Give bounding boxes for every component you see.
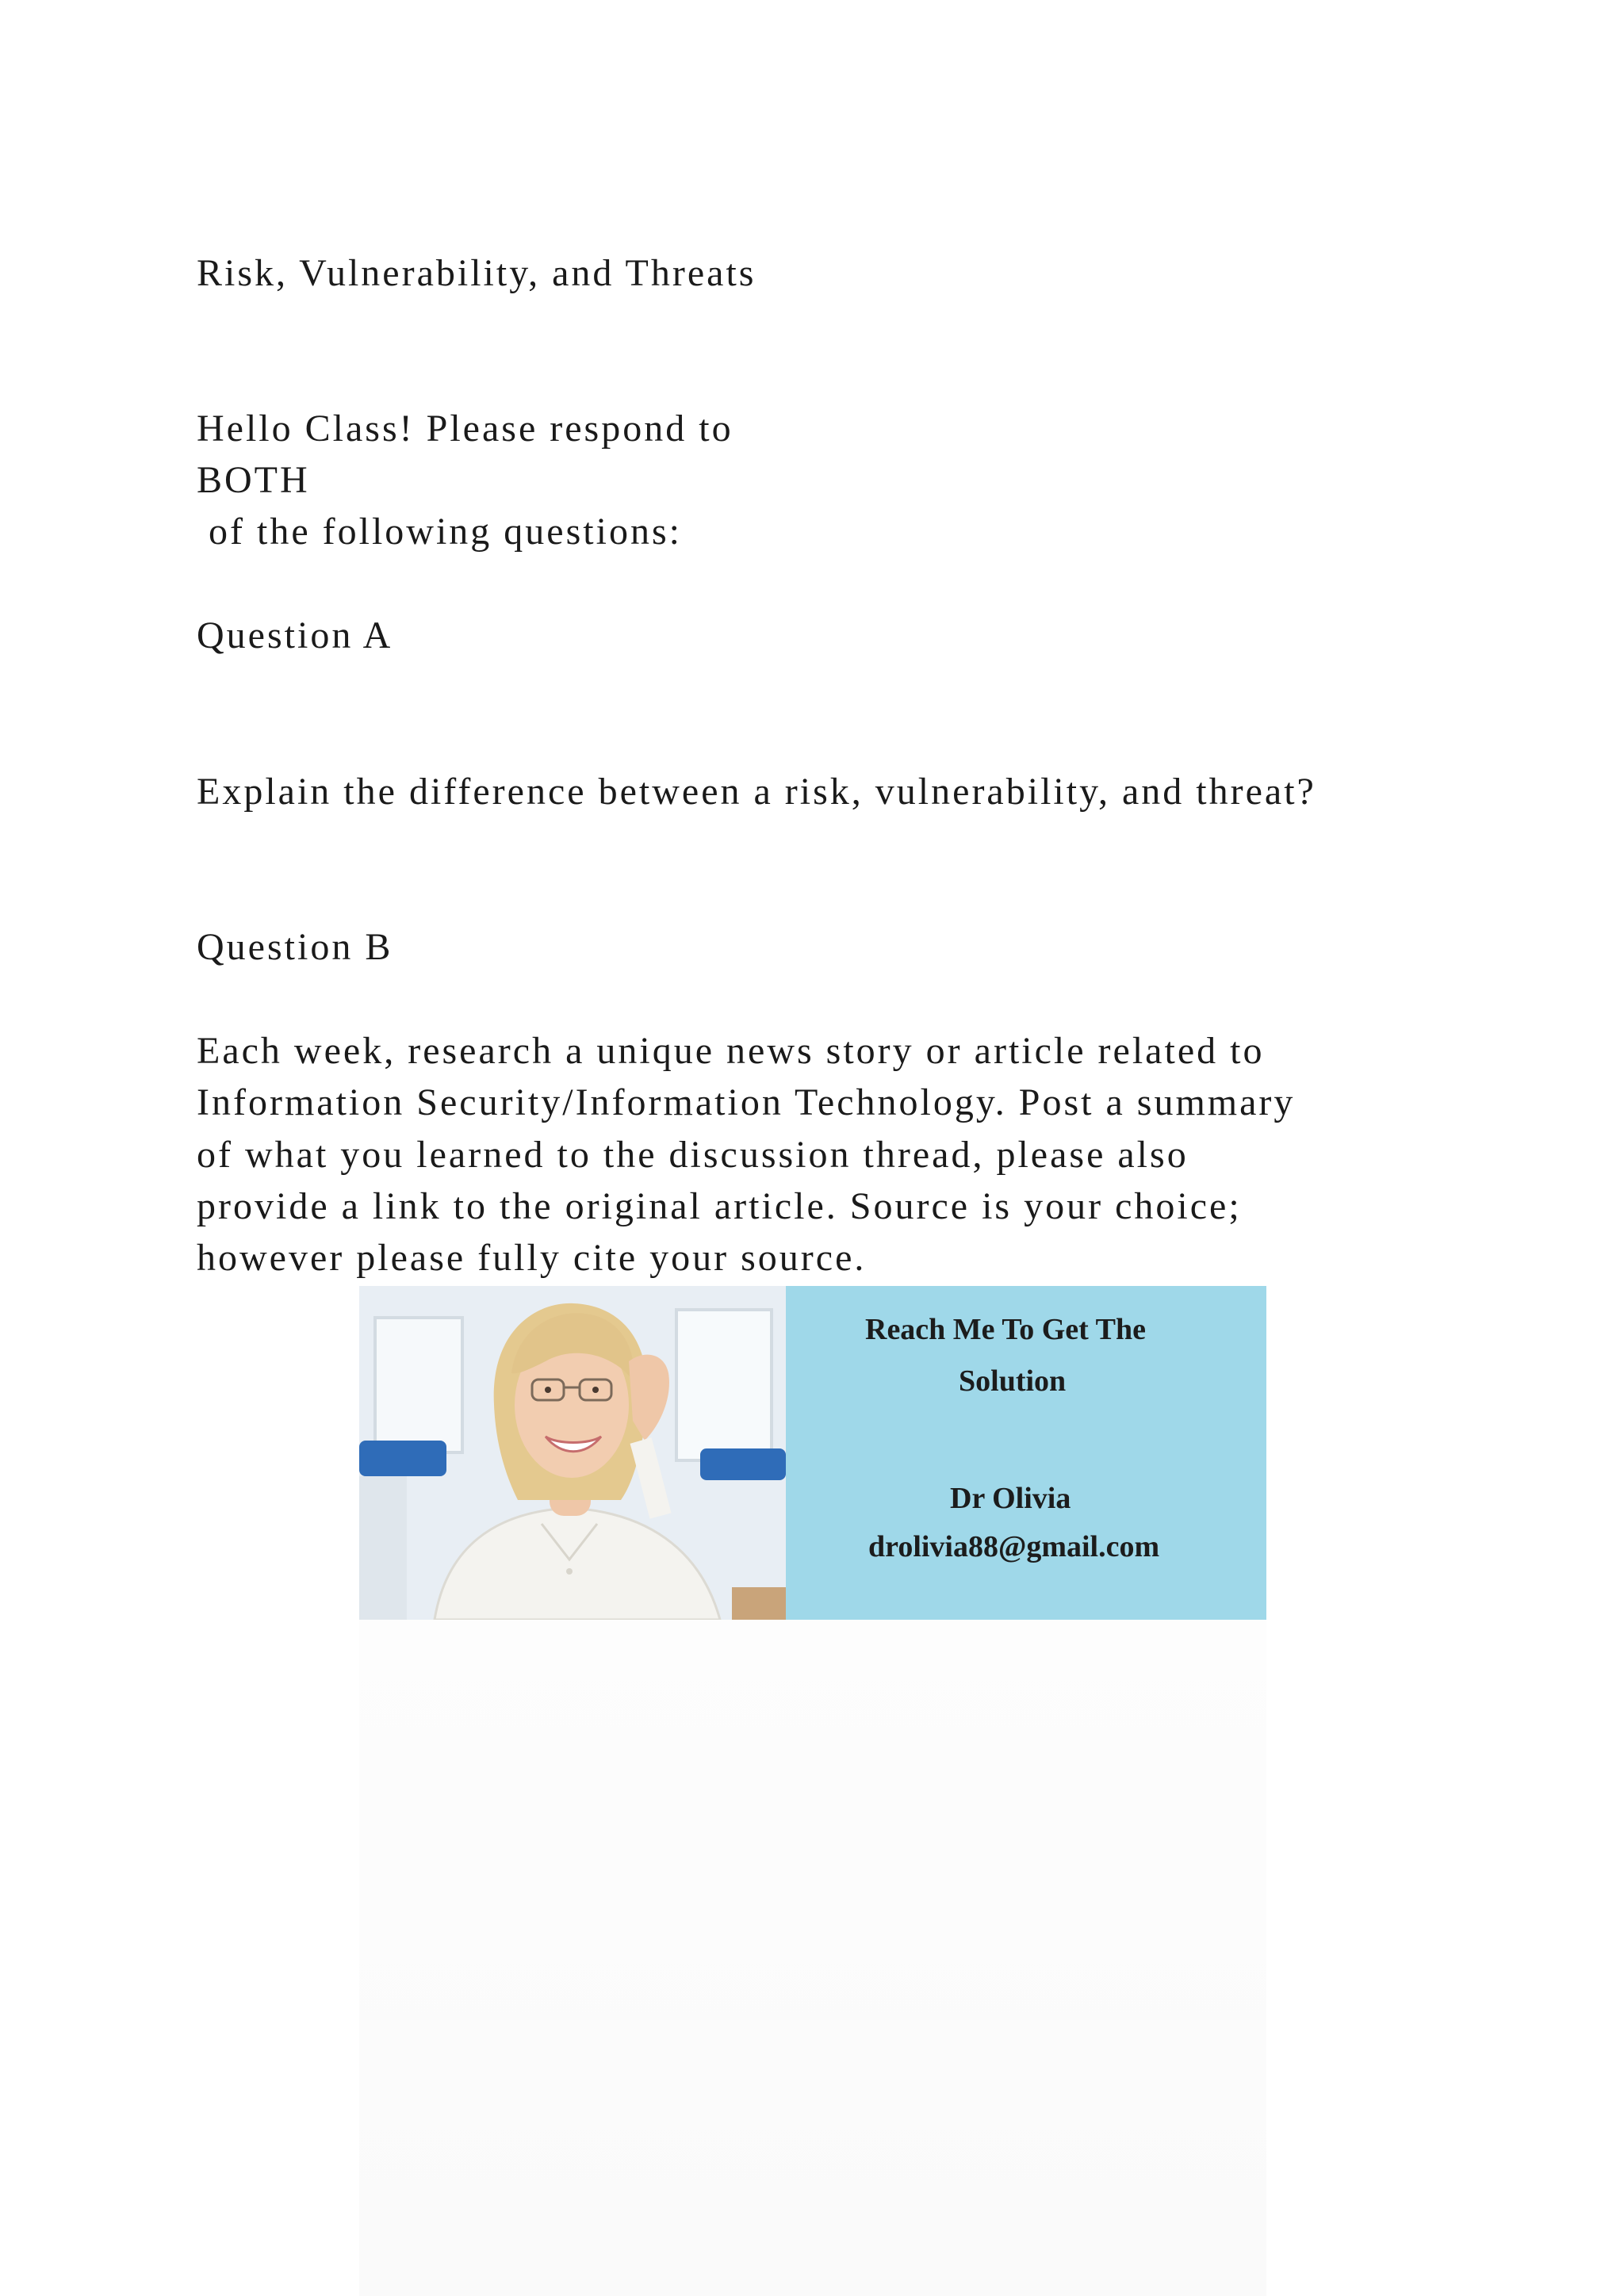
intro-line-1: Hello Class! Please respond to (197, 408, 733, 450)
intro-line-2: BOTH (197, 459, 310, 501)
question-a-text: Explain the difference between a risk, vulnerability, and threat? (197, 771, 1316, 813)
question-a-heading: Question A (197, 614, 393, 656)
question-b-line-5: however please fully cite your source. (197, 1237, 867, 1279)
banner-name: Dr Olivia (950, 1482, 1071, 1515)
banner-email: drolivia88@gmail.com (868, 1530, 1160, 1563)
image-shadow-area (359, 1620, 1266, 2296)
woman-photo (359, 1286, 786, 1620)
question-b-line-4: provide a link to the original article. Source is your choice; (197, 1185, 1242, 1227)
question-b-line-1: Each week, research a unique news story or article related to (197, 1030, 1265, 1072)
document-title: Risk, Vulnerability, and Threats (197, 252, 756, 294)
woman-illustration (359, 1286, 786, 1620)
banner-line-2: Solution (959, 1364, 1067, 1398)
banner-line-1: Reach Me To Get The (865, 1313, 1146, 1346)
question-b-line-2: Information Security/Information Technology. Post a summary (197, 1081, 1296, 1123)
contact-panel (786, 1286, 1266, 1620)
contact-banner (359, 1286, 1266, 1620)
question-b-heading: Question B (197, 926, 393, 968)
question-b-line-3: of what you learned to the discussion thread, please also (197, 1134, 1189, 1176)
intro-line-3: of the following questions: (197, 511, 682, 553)
